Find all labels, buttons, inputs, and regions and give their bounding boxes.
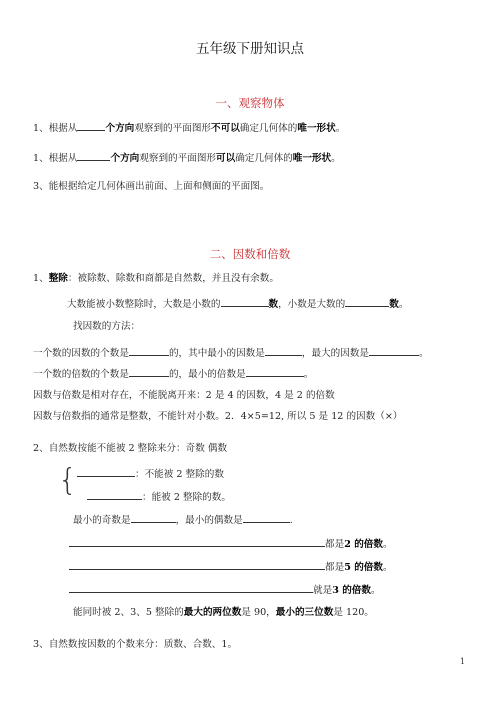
blank	[77, 120, 105, 131]
bold-text: 唯一形状	[292, 153, 332, 164]
bold-text: 最小的三位数	[275, 607, 334, 618]
text: 。	[370, 585, 381, 596]
bold-text: 可以	[216, 153, 236, 164]
text: ，小数是大数的	[278, 299, 346, 310]
item-factor-count	[33, 345, 429, 360]
blank	[69, 536, 325, 547]
text: 大数能被小数整除时，大数是小数的	[67, 299, 221, 310]
item-multiple-of-3	[69, 582, 381, 597]
brace-icon: {	[58, 463, 78, 498]
item-observe-2	[33, 150, 341, 165]
text: ，最大的因数是	[301, 348, 370, 359]
text: ：被除数、除数和商都是自然数，并且没有余数。	[67, 273, 279, 284]
item-multiple-count	[33, 366, 313, 381]
text: 。	[419, 348, 429, 359]
bold-text: 个方向	[110, 153, 140, 164]
text: 的，其中最小的因数是	[168, 348, 265, 359]
text: 观察到的平面图形	[134, 123, 212, 134]
bold-text: 数	[268, 299, 279, 310]
text: 。	[382, 562, 393, 573]
text: 是 120。	[333, 607, 374, 618]
blank	[77, 150, 110, 161]
text: ：能被 2 整除的数。	[142, 492, 231, 503]
blank	[265, 345, 302, 356]
blank	[69, 582, 313, 593]
bold-text: 5 的倍数	[344, 562, 383, 573]
text: 。	[335, 123, 346, 134]
text: 确定几何体的	[239, 123, 298, 134]
item-multiple-of-5	[69, 559, 393, 574]
text: 。	[331, 153, 341, 164]
item-prime-composite: 3、自然数按因数的个数来分：质数、合数、1。	[33, 639, 238, 650]
text: 。	[398, 299, 409, 310]
text: 1、根据从	[33, 123, 78, 134]
text: 1、根据从	[33, 153, 78, 164]
page-title: 五年级下册知识点	[196, 41, 304, 57]
bold-text: 数	[389, 299, 399, 310]
item-integers: 因数与倍数指的通常是整数，不能针对小数。2．4×5=12, 所以 5 是 12 的因数（×）	[33, 411, 403, 422]
text: 最小的奇数是	[73, 515, 131, 526]
item-observe-1	[33, 120, 345, 135]
item-find-factors: 找因数的方法：	[73, 321, 141, 332]
item-odd-def	[77, 466, 224, 481]
bold-text: 整除	[48, 273, 68, 284]
text: 能同时被 2、3、5 整除的	[73, 607, 184, 618]
text: 一个数的倍数的个数是	[33, 369, 129, 380]
text: 的，最小的倍数是	[168, 369, 246, 380]
text: 都是	[325, 539, 345, 550]
blank	[129, 345, 169, 356]
bold-text: 2 的倍数	[344, 539, 383, 550]
blank	[131, 512, 176, 523]
section-heading-observe: 一、观察物体	[215, 96, 285, 110]
text: ，最小的偶数是	[175, 515, 243, 526]
text: .	[289, 515, 293, 526]
text: 观察到的平面图形	[139, 153, 217, 164]
bold-text: 3 的倍数	[332, 585, 371, 596]
item-divisible	[33, 272, 279, 285]
bold-text: 最大的两位数	[183, 607, 242, 618]
text: 。	[382, 539, 393, 550]
item-odd-even: 2、自然数按能不能被 2 整除来分：奇数 偶数	[33, 443, 228, 454]
bold-text: 个方向	[105, 123, 135, 134]
blank	[87, 489, 142, 500]
item-multiple-factor	[67, 296, 408, 311]
text: 确定几何体的	[235, 153, 293, 164]
bold-text: 唯一形状	[297, 123, 336, 134]
item-observe-3: 3、能根据给定几何体画出前面、上面和侧面的平面图。	[33, 181, 270, 192]
bold-text: 不可以	[211, 123, 240, 134]
text: 一个数的因数的个数是	[33, 348, 129, 359]
blank	[221, 296, 269, 307]
blank	[77, 466, 135, 477]
blank	[369, 345, 419, 356]
text: ：不能被 2 整除的数	[135, 469, 224, 480]
text: 1、	[33, 273, 49, 284]
page-number: 1	[460, 657, 466, 666]
blank	[243, 512, 290, 523]
item-divisible-2-3-5	[73, 606, 374, 619]
item-relative: 因数与倍数是相对存在，不能脱离开来：2 是 4 的因数，4 是 2 的倍数	[33, 390, 335, 401]
section-heading-factors: 二、因数和倍数	[209, 247, 291, 261]
blank	[69, 559, 325, 570]
blank	[129, 366, 169, 377]
item-smallest-odd-even	[73, 512, 293, 527]
item-even-def	[87, 489, 231, 504]
blank	[246, 366, 304, 377]
text: 都是	[325, 562, 345, 573]
item-multiple-of-2	[69, 536, 393, 551]
blank	[345, 296, 389, 307]
text: 是 90，	[241, 607, 276, 618]
text: 。	[303, 369, 314, 380]
text: 就是	[313, 585, 333, 596]
